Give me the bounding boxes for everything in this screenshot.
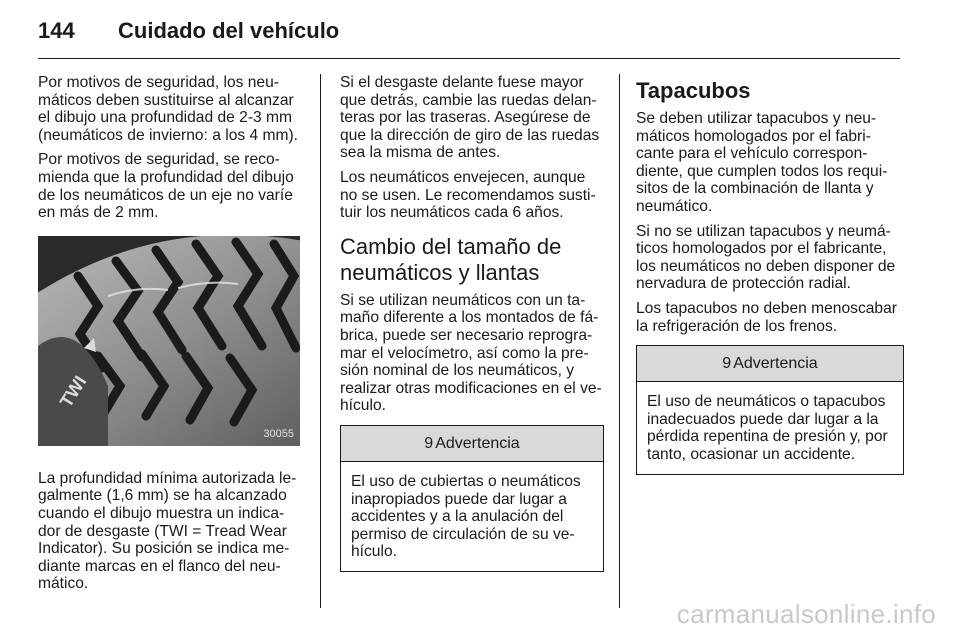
column-middle <box>340 74 604 572</box>
paragraph: Si no se utilizan tapacubos y neumá-ticos homologados por el fabricante, los neumáticos no deben disponer de nervadura de protección radial. <box>636 222 896 293</box>
column-divider <box>619 74 620 608</box>
paragraph: Los neumáticos envejecen, aunque no se usen. Le recomendamos susti-tuir los neumáticos cada 6 años. <box>340 168 596 222</box>
warning-header <box>637 346 903 382</box>
column-right <box>636 74 904 475</box>
paragraph: Si se utilizan neumáticos con un ta-maño diferente a los montados de fá-brica, puede ser necesario reprogra-mar el velocímetro, así como la pre-sión nominal de los neumáticos, y realizar otras modificaciones en el ve-hículo. <box>340 291 602 415</box>
warning-icon: 9 <box>424 434 434 452</box>
warning-header <box>341 426 603 462</box>
page-number: 144 <box>38 18 75 43</box>
twi-marking: TWI <box>55 372 91 411</box>
paragraph: Los tapacubos no deben menoscabar la refrigeración de los frenos. <box>636 299 897 335</box>
paragraph: Se deben utilizar tapacubos y neu-máticos homologados por el fabri-cante para el vehículo correspon-diente, que cumplen todos los requi-sitos de la combinación de llanta y neumático. <box>636 110 888 215</box>
figure-code: 30055 <box>263 428 294 441</box>
column-left <box>38 74 306 600</box>
paragraph: Por motivos de seguridad, se reco-mienda que la profundidad del dibujo de los neumáticos de un eje no varíe en más de 2 mm. <box>38 151 294 222</box>
warning-box <box>636 345 904 474</box>
section-heading: Tapacubos <box>636 78 751 103</box>
watermark: carmanualsonline.info <box>676 599 936 629</box>
warning-title: Advertencia <box>435 434 520 452</box>
tire-tread-illustration <box>38 236 300 446</box>
tire-tread-figure <box>38 236 300 446</box>
warning-icon: 9 <box>722 354 732 372</box>
paragraph: Por motivos de seguridad, los neu-máticos deben sustituirse al alcanzar el dibujo una profundidad de 2-3 mm (neumáticos de invierno: a los 4 mm). <box>38 74 298 144</box>
warning-box <box>340 425 604 572</box>
section-heading: Cambio del tamaño de neumáticos y llantas <box>340 233 562 285</box>
page-header <box>38 18 339 48</box>
warning-text: El uso de cubiertas o neumáticos inapropiados puede dar lugar a accidentes y a la anulación del permiso de circulación de su ve-hículo. <box>351 472 581 561</box>
section-title: Cuidado del vehículo <box>118 18 340 43</box>
warning-title: Advertencia <box>733 354 818 372</box>
column-divider <box>320 74 321 608</box>
paragraph: La profundidad mínima autorizada le-galmente (1,6 mm) se ha alcanzado cuando el dibujo muestra un indica-dor de desgaste (TWI = Tread Wear Indicator). Su posición se indica me-diante marcas en el flanco del neu-mático. <box>38 469 297 593</box>
paragraph: Si el desgaste delante fuese mayor que detrás, cambie las ruedas delan-teras por las traseras. Asegúrese de que la dirección de giro de las ruedas sea la misma de antes. <box>340 74 600 162</box>
warning-text: El uso de neumáticos o tapacubos inadecuados puede dar lugar a la pérdida repentina de presión y, por tanto, ocasionar un accidente. <box>647 393 888 463</box>
header-divider <box>38 58 900 59</box>
